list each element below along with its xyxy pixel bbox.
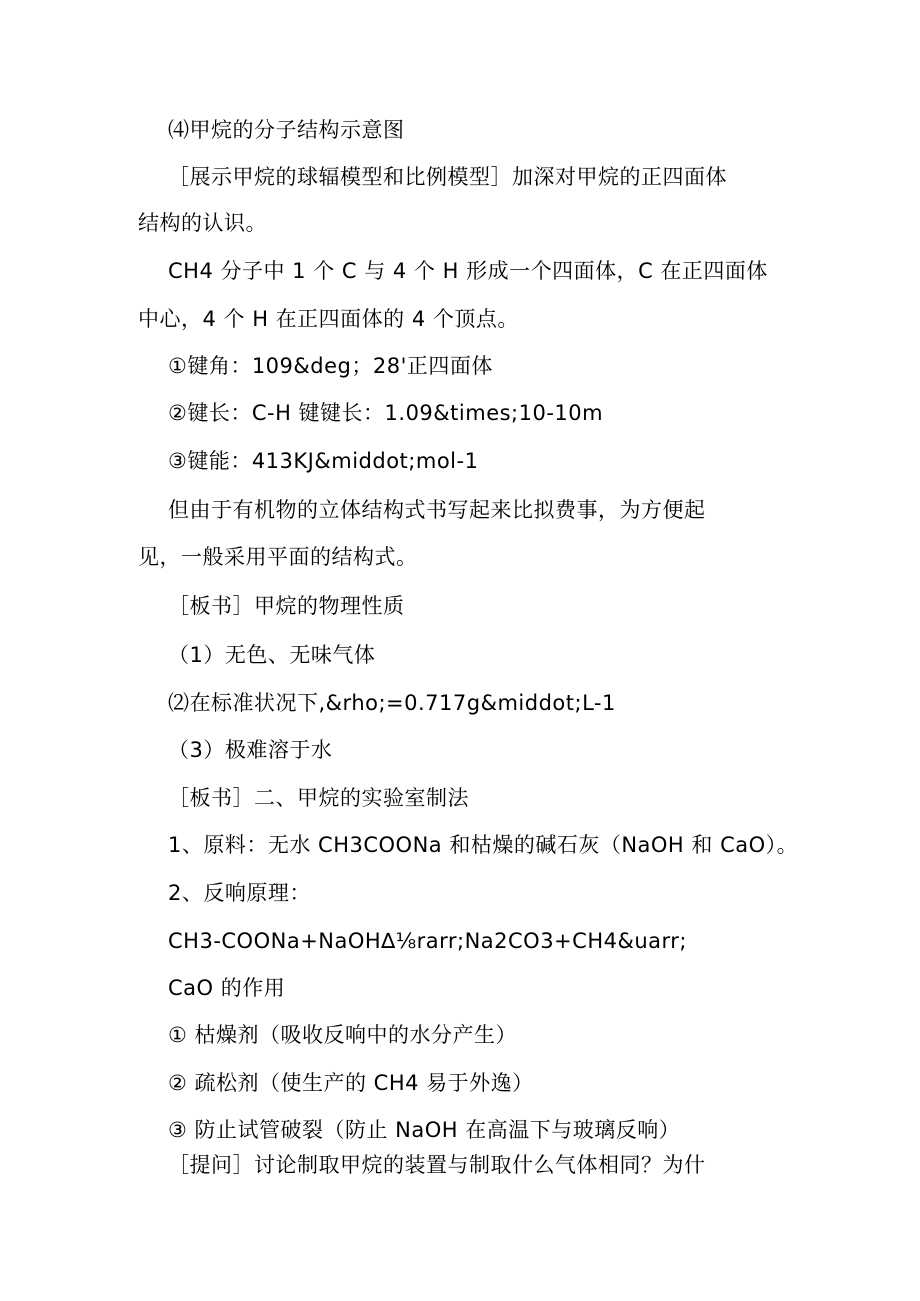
property-item-1: （1）无色、无味气体 bbox=[168, 643, 376, 667]
paragraph-model-display: ［展示甲烷的球辐模型和比例模型］加深对甲烷的正四面体 bbox=[168, 165, 727, 189]
preparation-reaction-principle: 2、反响原理： bbox=[168, 881, 311, 905]
paragraph-model-display-cont: 结构的认识。 bbox=[138, 211, 267, 235]
property-item-3: （3）极难溶于水 bbox=[168, 738, 333, 762]
board-heading-physical-properties: ［板书］甲烷的物理性质 bbox=[168, 594, 405, 618]
board-heading-lab-preparation: ［板书］二、甲烷的实验室制法 bbox=[168, 786, 469, 810]
list-item-bond-angle: ①键角：109&deg；28'正四面体 bbox=[168, 354, 493, 378]
cao-role-heading: CaO 的作用 bbox=[168, 976, 286, 1000]
property-item-2: ⑵在标准状况下,&rho;=0.717g&middot;L-1 bbox=[168, 691, 616, 715]
question-apparatus: ［提问］讨论制取甲烷的装置与制取什么气体相同？为什 bbox=[168, 1153, 706, 1177]
list-item-bond-length: ②键长：C-H 键键长：1.09&times;10-10m bbox=[168, 401, 604, 425]
paragraph-tetrahedron-cont: 中心，4 个 H 在正四面体的 4 个顶点。 bbox=[138, 307, 519, 331]
preparation-raw-materials: 1、原料：无水 CH3COONa 和枯燥的碱石灰（NaOH 和 CaO）。 bbox=[168, 833, 799, 857]
paragraph-structural-formula-cont: 见，一般采用平面的结构式。 bbox=[138, 545, 418, 569]
cao-role-item-1: ① 枯燥剂（吸收反响中的水分产生） bbox=[168, 1023, 518, 1047]
paragraph-tetrahedron: CH4 分子中 1 个 C 与 4 个 H 形成一个四面体，C 在正四面体 bbox=[168, 259, 768, 283]
reaction-equation: CH3-COONa+NaOH∆⅛rarr;Na2CO3+CH4&uarr; bbox=[168, 929, 687, 953]
section-heading-molecular-structure: ⑷甲烷的分子结构示意图 bbox=[168, 118, 405, 142]
list-item-bond-energy: ③键能：413KJ&middot;mol-1 bbox=[168, 449, 479, 473]
paragraph-structural-formula: 但由于有机物的立体结构式书写起来比拟费事，为方便起 bbox=[168, 498, 706, 522]
cao-role-item-2: ② 疏松剂（使生产的 CH4 易于外逸） bbox=[168, 1071, 534, 1095]
cao-role-item-3: ③ 防止试管破裂（防止 NaOH 在高温下与玻璃反响） bbox=[168, 1118, 681, 1142]
